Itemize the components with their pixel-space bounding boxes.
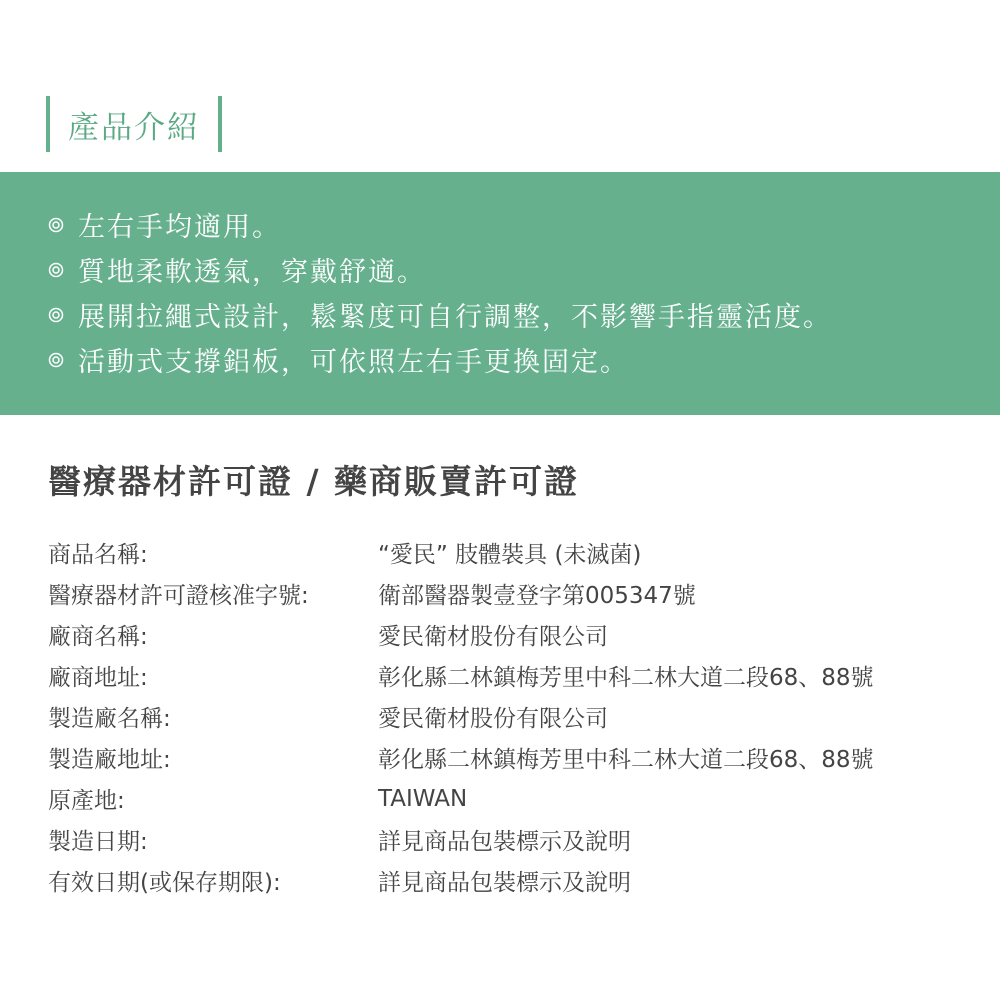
info-value: 詳見商品包裝標示及說明 xyxy=(378,870,631,896)
info-label: 製造日期: xyxy=(48,829,148,855)
info-value: TAIWAN xyxy=(378,785,468,812)
info-row-company-address xyxy=(48,655,968,696)
info-label: 原產地: xyxy=(48,788,125,814)
info-value: 彰化縣二林鎮梅芳里中科二林大道二段68、88號 xyxy=(378,665,874,691)
feature-text: 活動式支撐鋁板，可依照左右手更換固定。 xyxy=(78,347,629,378)
info-row-license-number xyxy=(48,573,968,614)
info-value: “愛民” 肢體裝具 (未滅菌) xyxy=(378,542,642,568)
info-value: 愛民衛材股份有限公司 xyxy=(378,706,608,732)
feature-item xyxy=(0,202,1000,247)
license-title: 醫療器材許可證 / 藥商販賣許可證 xyxy=(48,462,580,501)
feature-item xyxy=(0,247,1000,292)
info-row-manufacturer-address xyxy=(48,737,968,778)
feature-text: 質地柔軟透氣，穿戴舒適。 xyxy=(78,257,426,288)
license-info-table xyxy=(48,532,968,901)
feature-item xyxy=(0,337,1000,382)
info-label: 廠商地址: xyxy=(48,665,148,691)
info-label: 商品名稱: xyxy=(48,542,148,568)
header-right-bar xyxy=(218,96,222,152)
info-value: 詳見商品包裝標示及說明 xyxy=(378,829,631,855)
feature-text: 左右手均適用。 xyxy=(78,212,281,243)
info-label: 有效日期(或保存期限): xyxy=(48,870,281,896)
info-value: 彰化縣二林鎮梅芳里中科二林大道二段68、88號 xyxy=(378,747,874,773)
info-value: 愛民衛材股份有限公司 xyxy=(378,624,608,650)
info-row-company-name xyxy=(48,614,968,655)
feature-list xyxy=(0,172,1000,415)
info-row-product-name xyxy=(48,532,968,573)
double-circle-bullet-icon xyxy=(48,307,64,323)
info-label: 廠商名稱: xyxy=(48,624,148,650)
double-circle-bullet-icon xyxy=(48,217,64,233)
feature-text: 展開拉繩式設計，鬆緊度可自行調整，不影響手指靈活度。 xyxy=(78,302,832,333)
feature-item xyxy=(0,292,1000,337)
info-label: 醫療器材許可證核准字號: xyxy=(48,583,309,609)
info-label: 製造廠地址: xyxy=(48,747,171,773)
section-title: 產品介紹 xyxy=(68,109,200,146)
info-value: 衛部醫器製壹登字第005347號 xyxy=(378,583,696,609)
info-row-expiry-date xyxy=(48,860,968,901)
section-header xyxy=(46,96,222,152)
info-row-origin xyxy=(48,778,968,819)
info-row-manufacture-date xyxy=(48,819,968,860)
double-circle-bullet-icon xyxy=(48,352,64,368)
info-row-manufacturer-name xyxy=(48,696,968,737)
double-circle-bullet-icon xyxy=(48,262,64,278)
info-label: 製造廠名稱: xyxy=(48,706,171,732)
